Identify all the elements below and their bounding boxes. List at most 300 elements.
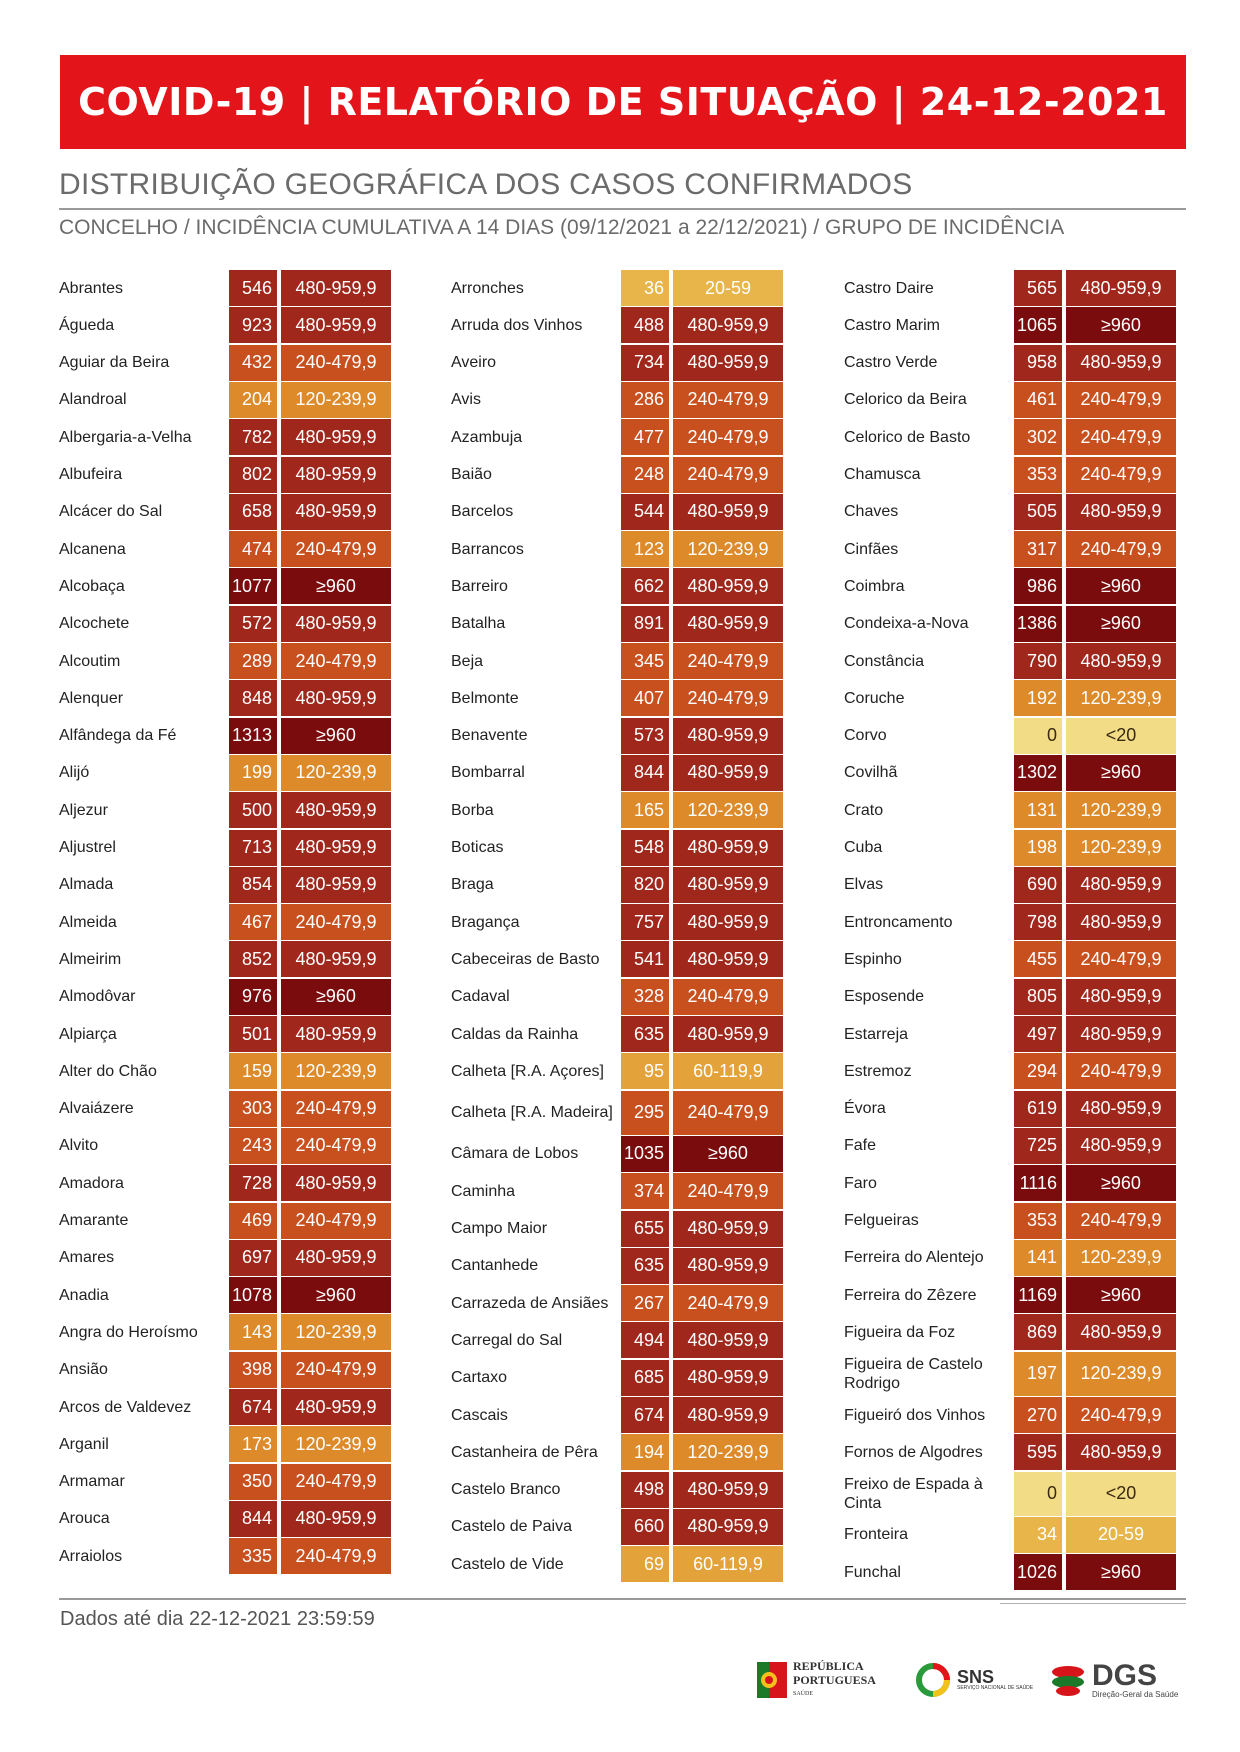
divider <box>59 208 1186 210</box>
incidence-group: 240-479,9 <box>673 1091 783 1135</box>
incidence-group: 120-239,9 <box>673 792 783 828</box>
incidence-value: 1065 <box>1014 307 1062 343</box>
incidence-group: 480-959,9 <box>1066 979 1176 1015</box>
incidence-value: 335 <box>229 1538 277 1574</box>
incidence-value: 690 <box>1014 867 1062 903</box>
logo-sns-text: SNS <box>957 1667 995 1687</box>
incidence-group: 480-959,9 <box>673 1397 783 1433</box>
logo-rp-line1: REPÚBLICA <box>793 1659 864 1673</box>
municipality-name: Arruda dos Vinhos <box>451 316 583 334</box>
incidence-value: 1026 <box>1014 1554 1062 1590</box>
table-row <box>451 755 791 791</box>
table-row <box>844 680 1184 716</box>
incidence-group: 240-479,9 <box>673 457 783 493</box>
municipality-name: Bombarral <box>451 764 525 782</box>
incidence-group: 480-959,9 <box>673 718 783 754</box>
incidence-group: 240-479,9 <box>281 1128 391 1164</box>
incidence-group: 240-479,9 <box>673 643 783 679</box>
incidence-value: 728 <box>229 1165 277 1201</box>
incidence-group: 480-959,9 <box>281 830 391 866</box>
table-row <box>844 1314 1184 1350</box>
incidence-value: 165 <box>621 792 669 828</box>
incidence-group: 480-959,9 <box>673 941 783 977</box>
incidence-group: 120-239,9 <box>1066 1352 1176 1396</box>
incidence-group: 480-959,9 <box>281 941 391 977</box>
table-row <box>451 1397 791 1433</box>
table-row <box>59 755 399 791</box>
table-row <box>451 1211 791 1247</box>
incidence-group: 120-239,9 <box>673 1434 783 1470</box>
municipality-name: Amadora <box>59 1174 124 1192</box>
incidence-value: 497 <box>1014 1016 1062 1052</box>
table-row <box>451 419 791 455</box>
municipality-name: Alfândega da Fé <box>59 727 177 745</box>
incidence-value: 350 <box>229 1464 277 1500</box>
table-row <box>844 1240 1184 1276</box>
municipality-name: Alcoutim <box>59 652 121 670</box>
incidence-group: <20 <box>1066 718 1176 754</box>
incidence-value: 204 <box>229 382 277 418</box>
municipality-name: Benavente <box>451 727 528 745</box>
table-row <box>844 830 1184 866</box>
incidence-group: 120-239,9 <box>1066 830 1176 866</box>
municipality-name: Entroncamento <box>844 913 953 931</box>
incidence-group: 60-119,9 <box>673 1546 783 1582</box>
logo-rp-sub: SAÚDE <box>793 1691 814 1697</box>
table-row <box>59 568 399 604</box>
table-row <box>59 1389 399 1425</box>
incidence-value: 194 <box>621 1434 669 1470</box>
table-row <box>451 1248 791 1284</box>
municipality-name: Castro Daire <box>844 279 934 297</box>
data-timestamp: Dados até dia 22-12-2021 23:59:59 <box>60 1608 375 1630</box>
table-row <box>59 904 399 940</box>
incidence-group: 20-59 <box>673 270 783 306</box>
municipality-name: Amarante <box>59 1212 129 1229</box>
incidence-value: 303 <box>229 1091 277 1127</box>
municipality-name: Évora <box>844 1100 886 1118</box>
logo-rp-line2: PORTUGUESA <box>793 1673 876 1687</box>
municipality-name: Cartaxo <box>451 1369 508 1387</box>
incidence-group: 480-959,9 <box>281 1165 391 1201</box>
municipality-name: Braga <box>451 876 494 894</box>
incidence-value: 198 <box>1014 830 1062 866</box>
incidence-value: 353 <box>1014 1203 1062 1239</box>
table-row <box>59 718 399 754</box>
table-row <box>59 1352 399 1388</box>
municipality-name: Cadaval <box>451 988 510 1006</box>
incidence-group: 480-959,9 <box>1066 1128 1176 1164</box>
incidence-group: 240-479,9 <box>1066 419 1176 455</box>
incidence-value: 192 <box>1014 680 1062 716</box>
municipality-name: Carregal do Sal <box>451 1331 563 1349</box>
table-row <box>451 1434 791 1470</box>
municipality-name: Fronteira <box>844 1526 909 1544</box>
incidence-group: 480-959,9 <box>673 755 783 791</box>
table-row <box>844 979 1184 1015</box>
municipality-name: Chaves <box>844 503 899 521</box>
municipality-name: Albufeira <box>59 466 123 483</box>
table-row <box>451 1322 791 1358</box>
incidence-value: 461 <box>1014 382 1062 418</box>
table-row <box>451 345 791 381</box>
incidence-value: 655 <box>621 1211 669 1247</box>
incidence-value: 0 <box>1014 1472 1062 1516</box>
table-row <box>59 1203 399 1239</box>
incidence-group: 480-959,9 <box>673 830 783 866</box>
table-row <box>844 1472 1184 1516</box>
incidence-group: 480-959,9 <box>673 1248 783 1284</box>
municipality-name: Aveiro <box>451 354 497 372</box>
table-row <box>844 307 1184 343</box>
incidence-value: 986 <box>1014 568 1062 604</box>
logo-dgs-text: DGS <box>1092 1658 1158 1692</box>
municipality-name: Castro Verde <box>844 354 938 372</box>
incidence-value: 852 <box>229 941 277 977</box>
incidence-value: 790 <box>1014 643 1062 679</box>
incidence-group: 120-239,9 <box>1066 792 1176 828</box>
incidence-value: 848 <box>229 680 277 716</box>
municipality-name: Felgueiras <box>844 1212 919 1229</box>
municipality-name: Cabeceiras de Basto <box>451 950 600 968</box>
table-row <box>844 1091 1184 1127</box>
incidence-value: 407 <box>621 680 669 716</box>
incidence-value: 477 <box>621 419 669 455</box>
table-row <box>451 680 791 716</box>
table-row <box>451 606 791 642</box>
incidence-value: 573 <box>621 718 669 754</box>
incidence-value: 143 <box>229 1314 277 1350</box>
incidence-value: 498 <box>621 1472 669 1508</box>
municipality-name: Alvito <box>59 1137 99 1155</box>
municipality-name: Alpiarça <box>59 1025 117 1043</box>
municipality-name: Abrantes <box>59 279 124 297</box>
incidence-value: 548 <box>621 830 669 866</box>
incidence-value: 294 <box>1014 1053 1062 1089</box>
municipality-name: Almeida <box>59 913 117 931</box>
incidence-value: 398 <box>229 1352 277 1388</box>
incidence-value: 782 <box>229 419 277 455</box>
municipality-name: Armamar <box>59 1473 125 1491</box>
incidence-value: 923 <box>229 307 277 343</box>
table-row <box>59 1165 399 1201</box>
incidence-value: 844 <box>621 755 669 791</box>
table-row <box>451 1546 791 1582</box>
incidence-value: 595 <box>1014 1434 1062 1470</box>
municipality-name: Coruche <box>844 689 905 707</box>
table-row <box>451 531 791 567</box>
municipality-name: Corvo <box>844 727 887 745</box>
incidence-value: 289 <box>229 643 277 679</box>
table-row <box>451 904 791 940</box>
municipality-name: Alcanena <box>59 540 126 558</box>
table-row <box>844 345 1184 381</box>
municipality-name: Barrancos <box>451 540 524 558</box>
municipality-name: Alenquer <box>59 689 124 707</box>
incidence-group: 480-959,9 <box>673 494 783 530</box>
incidence-value: 713 <box>229 830 277 866</box>
incidence-group: 240-479,9 <box>673 979 783 1015</box>
municipality-name: Condeixa-a-Nova <box>844 615 969 633</box>
incidence-value: 1313 <box>229 718 277 754</box>
incidence-value: 69 <box>621 1546 669 1582</box>
table-row <box>844 755 1184 791</box>
table-row <box>451 1472 791 1508</box>
incidence-group: 480-959,9 <box>1066 867 1176 903</box>
incidence-group: 240-479,9 <box>1066 457 1176 493</box>
table-row <box>451 1136 791 1172</box>
incidence-value: 958 <box>1014 345 1062 381</box>
incidence-value: 674 <box>621 1397 669 1433</box>
page-title: COVID-19 | RELATÓRIO DE SITUAÇÃO | 24-12-2021 <box>78 80 1168 124</box>
municipality-name: Celorico da Beira <box>844 391 967 409</box>
table-row <box>844 1165 1184 1201</box>
incidence-value: 635 <box>621 1016 669 1052</box>
municipality-name: Aljustrel <box>59 839 116 856</box>
footer-divider <box>59 1598 1186 1600</box>
table-row <box>451 867 791 903</box>
municipality-name: Alcácer do Sal <box>59 503 163 521</box>
incidence-group: 480-959,9 <box>281 307 391 343</box>
municipality-name: Batalha <box>451 615 506 633</box>
incidence-group: 240-479,9 <box>1066 1397 1176 1433</box>
incidence-value: 432 <box>229 345 277 381</box>
municipality-name: Funchal <box>844 1563 901 1581</box>
incidence-group: ≥960 <box>1066 755 1176 791</box>
incidence-value: 36 <box>621 270 669 306</box>
municipality-name: Aguiar da Beira <box>59 354 170 372</box>
incidence-group: 480-959,9 <box>1066 345 1176 381</box>
incidence-group: 480-959,9 <box>673 307 783 343</box>
municipality-name: Castelo de Vide <box>451 1555 564 1573</box>
table-row <box>844 1397 1184 1433</box>
incidence-value: 455 <box>1014 941 1062 977</box>
incidence-value: 270 <box>1014 1397 1062 1433</box>
incidence-group: ≥960 <box>1066 606 1176 642</box>
incidence-value: 546 <box>229 270 277 306</box>
municipality-name: Estremoz <box>844 1062 912 1080</box>
incidence-group: 480-959,9 <box>673 904 783 940</box>
incidence-group: 480-959,9 <box>1066 1091 1176 1127</box>
table-row <box>844 718 1184 754</box>
table-row <box>451 457 791 493</box>
dgs-logo <box>1050 1655 1178 1705</box>
incidence-group: 240-479,9 <box>1066 941 1176 977</box>
incidence-value: 541 <box>621 941 669 977</box>
sns-ring-icon <box>915 1662 951 1698</box>
table-row <box>844 1203 1184 1239</box>
incidence-group: 240-479,9 <box>673 1285 783 1321</box>
municipality-name: Figueira de Castelo Rodrigo <box>844 1355 983 1392</box>
logo-dgs-sub: Direção-Geral da Saúde <box>1092 1689 1179 1699</box>
incidence-group: 240-479,9 <box>281 1464 391 1500</box>
municipality-name: Amares <box>59 1249 115 1267</box>
incidence-value: 976 <box>229 979 277 1015</box>
municipality-name: Caldas da Rainha <box>451 1025 579 1043</box>
table-row <box>59 457 399 493</box>
incidence-group: 240-479,9 <box>281 1203 391 1239</box>
table-row <box>59 1538 399 1574</box>
table-row <box>59 1277 399 1313</box>
incidence-value: 662 <box>621 568 669 604</box>
municipality-name: Borba <box>451 801 494 819</box>
incidence-value: 345 <box>621 643 669 679</box>
incidence-group: 240-479,9 <box>673 1173 783 1209</box>
incidence-group: 240-479,9 <box>281 1538 391 1574</box>
incidence-value: 869 <box>1014 1314 1062 1350</box>
incidence-value: 295 <box>621 1091 669 1135</box>
table-row <box>59 680 399 716</box>
municipality-name: Cinfães <box>844 540 899 558</box>
municipality-name: Arouca <box>59 1510 110 1528</box>
incidence-value: 658 <box>229 494 277 530</box>
municipality-name: Faro <box>844 1174 877 1192</box>
title-banner <box>60 55 1186 149</box>
incidence-group: ≥960 <box>1066 1554 1176 1590</box>
incidence-value: 374 <box>621 1173 669 1209</box>
incidence-value: 141 <box>1014 1240 1062 1276</box>
table-row <box>59 867 399 903</box>
incidence-group: ≥960 <box>281 718 391 754</box>
table-row <box>59 979 399 1015</box>
municipality-name: Figueira da Foz <box>844 1323 956 1341</box>
table-row <box>844 1053 1184 1089</box>
municipality-name: Cuba <box>844 839 883 856</box>
incidence-group: ≥960 <box>1066 307 1176 343</box>
incidence-value: 1169 <box>1014 1277 1062 1313</box>
incidence-group: 120-239,9 <box>281 1053 391 1089</box>
incidence-group: 240-479,9 <box>281 345 391 381</box>
incidence-group: 240-479,9 <box>281 904 391 940</box>
municipality-name: Castelo de Paiva <box>451 1518 572 1536</box>
municipality-name: Elvas <box>844 876 884 894</box>
incidence-group: 480-959,9 <box>281 792 391 828</box>
municipality-name: Fornos de Algodres <box>844 1443 983 1461</box>
table-row <box>844 531 1184 567</box>
table-row <box>59 606 399 642</box>
incidence-group: 480-959,9 <box>1066 494 1176 530</box>
municipality-name: Figueiró dos Vinhos <box>844 1406 986 1424</box>
municipality-name: Almodôvar <box>59 988 136 1006</box>
incidence-value: 353 <box>1014 457 1062 493</box>
table-row <box>451 270 791 306</box>
table-row <box>59 1091 399 1127</box>
table-row <box>451 792 791 828</box>
municipality-name: Angra do Heroísmo <box>59 1323 198 1341</box>
table-row <box>59 1016 399 1052</box>
table-row <box>844 1352 1184 1396</box>
incidence-group: ≥960 <box>281 1277 391 1313</box>
incidence-value: 734 <box>621 345 669 381</box>
municipality-name: Fafe <box>844 1137 877 1155</box>
table-row <box>451 1173 791 1209</box>
municipality-name: Arraiolos <box>59 1547 123 1565</box>
table-row <box>451 382 791 418</box>
table-row <box>59 419 399 455</box>
municipality-name: Calheta [R.A. Madeira] <box>451 1104 613 1122</box>
municipality-name: Cascais <box>451 1406 508 1424</box>
municipality-name: Cantanhede <box>451 1257 539 1275</box>
table-description: CONCELHO / INCIDÊNCIA CUMULATIVA A 14 DIAS (09/12/2021 a 22/12/2021) / GRUPO DE INCIDÊNCIA <box>59 216 1065 239</box>
municipality-name: Estarreja <box>844 1025 909 1043</box>
table-row <box>59 1128 399 1164</box>
incidence-group: 480-959,9 <box>281 1016 391 1052</box>
municipality-name: Almeirim <box>59 950 122 968</box>
municipality-name: Espinho <box>844 950 902 968</box>
incidence-value: 173 <box>229 1426 277 1462</box>
municipality-name: Coimbra <box>844 577 905 595</box>
table-row <box>59 643 399 679</box>
municipality-name: Alcobaça <box>59 577 125 595</box>
table-row <box>844 904 1184 940</box>
municipality-name: Ferreira do Zêzere <box>844 1286 977 1304</box>
table-row <box>451 718 791 754</box>
incidence-group: ≥960 <box>1066 568 1176 604</box>
incidence-group: 480-959,9 <box>281 606 391 642</box>
table-row <box>844 1517 1184 1553</box>
table-row <box>844 941 1184 977</box>
incidence-value: 123 <box>621 531 669 567</box>
table-row <box>844 1434 1184 1470</box>
incidence-value: 544 <box>621 494 669 530</box>
incidence-group: 480-959,9 <box>673 1211 783 1247</box>
incidence-value: 317 <box>1014 531 1062 567</box>
incidence-group: 120-239,9 <box>1066 1240 1176 1276</box>
incidence-value: 1116 <box>1014 1165 1062 1201</box>
table-row <box>844 1554 1184 1590</box>
coat-of-arms-icon <box>757 1662 787 1698</box>
incidence-group: ≥960 <box>673 1136 783 1172</box>
municipality-name: Caminha <box>451 1182 516 1200</box>
table-row <box>59 1426 399 1462</box>
municipality-name: Castelo Branco <box>451 1481 561 1499</box>
table-row <box>844 419 1184 455</box>
table-row <box>59 1464 399 1500</box>
incidence-group: 480-959,9 <box>281 1501 391 1537</box>
incidence-group: 480-959,9 <box>673 1322 783 1358</box>
incidence-group: 240-479,9 <box>281 531 391 567</box>
table-row <box>59 531 399 567</box>
incidence-value: 95 <box>621 1053 669 1089</box>
incidence-value: 1077 <box>229 568 277 604</box>
incidence-value: 34 <box>1014 1517 1062 1553</box>
incidence-value: 660 <box>621 1509 669 1545</box>
incidence-group: 480-959,9 <box>673 568 783 604</box>
table-row <box>451 307 791 343</box>
municipality-name: Alijó <box>59 764 90 782</box>
municipality-name: Esposende <box>844 988 925 1006</box>
municipality-name: Alandroal <box>59 391 127 409</box>
incidence-value: 1035 <box>621 1136 669 1172</box>
incidence-group: 240-479,9 <box>673 419 783 455</box>
table-row <box>451 643 791 679</box>
table-row <box>451 1053 791 1089</box>
table-row <box>451 1360 791 1396</box>
incidence-group: 480-959,9 <box>1066 904 1176 940</box>
incidence-group: 240-479,9 <box>281 1091 391 1127</box>
incidence-group: 480-959,9 <box>281 494 391 530</box>
incidence-group: 120-239,9 <box>281 382 391 418</box>
incidence-value: 798 <box>1014 904 1062 940</box>
incidence-value: 757 <box>621 904 669 940</box>
incidence-group: 480-959,9 <box>1066 643 1176 679</box>
table-row <box>451 941 791 977</box>
table-row <box>59 494 399 530</box>
incidence-group: 480-959,9 <box>673 1509 783 1545</box>
incidence-group: 240-479,9 <box>281 1352 391 1388</box>
municipality-name: Aljezur <box>59 801 108 819</box>
table-row <box>451 830 791 866</box>
